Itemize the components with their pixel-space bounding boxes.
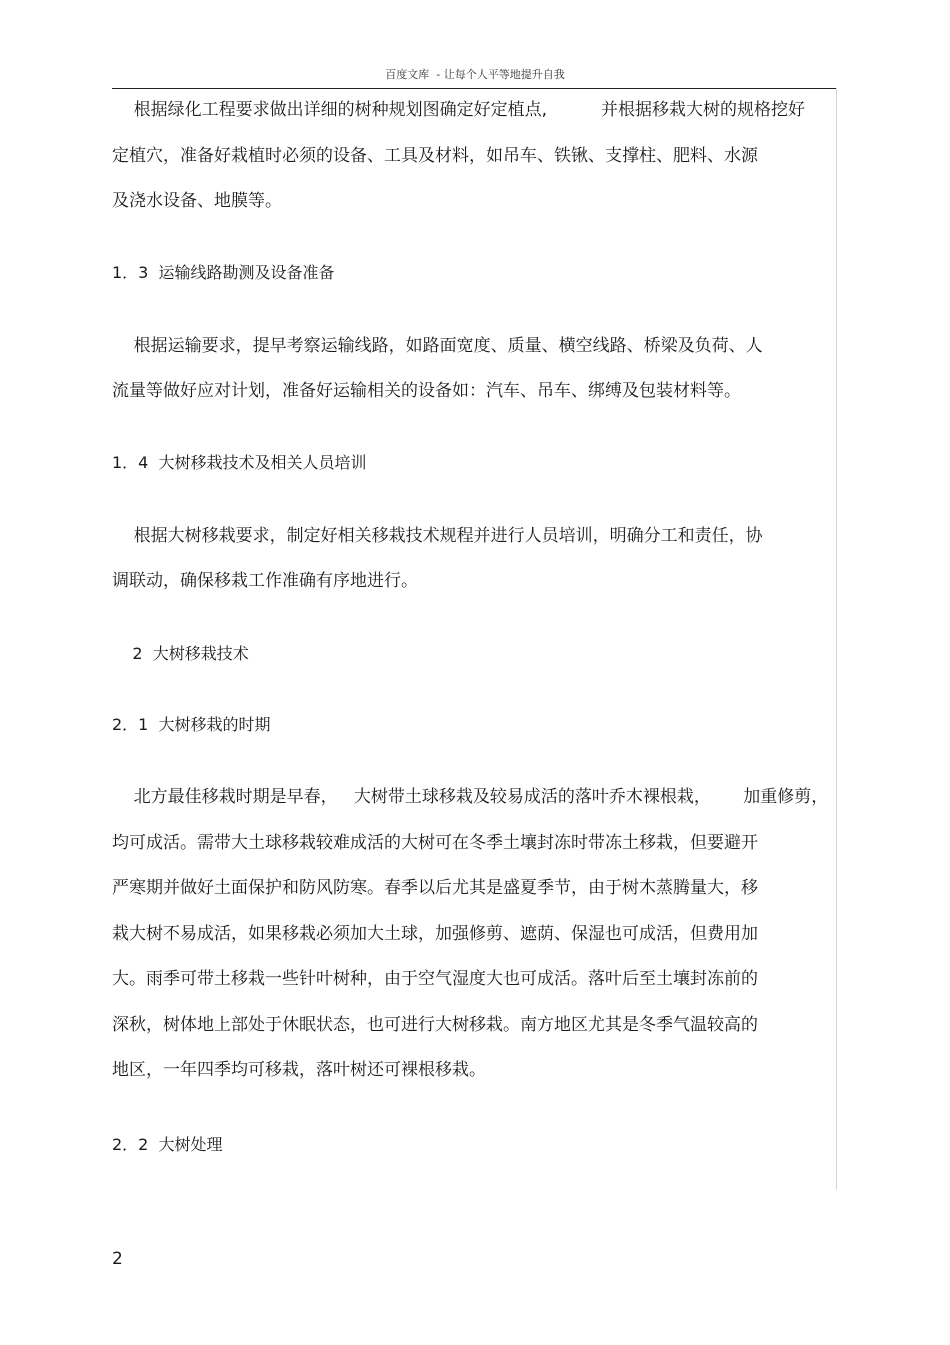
paragraph-line: 根据运输要求，提早考察运输线路，如路面宽度、质量、横空线路、桥梁及负荷、人 xyxy=(112,336,763,356)
paragraph-line: 深秋，树体地上部处于休眠状态，也可进行大树移栽。南方地区尤其是冬季气温较高的 xyxy=(112,1015,758,1035)
paragraph-line: 根据大树移栽要求，制定好相关移栽技术规程并进行人员培训，明确分工和责任，协 xyxy=(112,526,763,546)
page-number: 2 xyxy=(112,1249,123,1269)
paragraph-line: 地区，一年四季均可移栽，落叶树还可裸根移栽。 xyxy=(112,1060,486,1080)
paragraph-line: 流量等做好应对计划，准备好运输相关的设备如：汽车、吊车、绑缚及包装材料等。 xyxy=(112,381,741,401)
paragraph-line: 均可成活。需带大土球移栽较难成活的大树可在冬季土壤封冻时带冻土移栽，但要避开 xyxy=(112,833,758,853)
right-margin-line xyxy=(836,88,837,1190)
section-heading-1-4: 1．4 大树移栽技术及相关人员培训 xyxy=(112,453,367,472)
paragraph-line: 定植穴，准备好栽植时必须的设备、工具及材料，如吊车、铁锹、支撑柱、肥料、水源 xyxy=(112,146,758,166)
paragraph-line: 北方最佳移栽时期是早春， 大树带土球移栽及较易成活的落叶乔木裸根栽， 加重修剪， xyxy=(112,787,829,807)
paragraph-line: 及浇水设备、地膜等。 xyxy=(112,191,282,211)
paragraph-line: 调联动，确保移栽工作准确有序地进行。 xyxy=(112,571,418,591)
section-heading-2-2: 2．2 大树处理 xyxy=(112,1135,223,1154)
paragraph-line: 栽大树不易成活，如果移栽必须加大土球，加强修剪、遮荫、保湿也可成活，但费用加 xyxy=(112,924,758,944)
paragraph-line: 严寒期并做好土面保护和防风防寒。春季以后尤其是盛夏季节，由于树木蒸腾量大，移 xyxy=(112,878,758,898)
page-header: 百度文库 - 让每个人平等地提升自我 xyxy=(385,68,565,81)
section-heading-2: 2 大树移栽技术 xyxy=(112,644,249,663)
section-heading-1-3: 1．3 运输线路勘测及设备准备 xyxy=(112,263,335,282)
paragraph-line: 大。雨季可带土移栽一些针叶树种，由于空气湿度大也可成活。落叶后至土壤封冻前的 xyxy=(112,969,758,989)
paragraph-line: 根据绿化工程要求做出详细的树种规划图确定好定植点, 并根据移栽大树的规格挖好 xyxy=(112,100,806,120)
section-heading-2-1: 2．1 大树移栽的时期 xyxy=(112,715,271,734)
header-divider xyxy=(112,88,837,89)
